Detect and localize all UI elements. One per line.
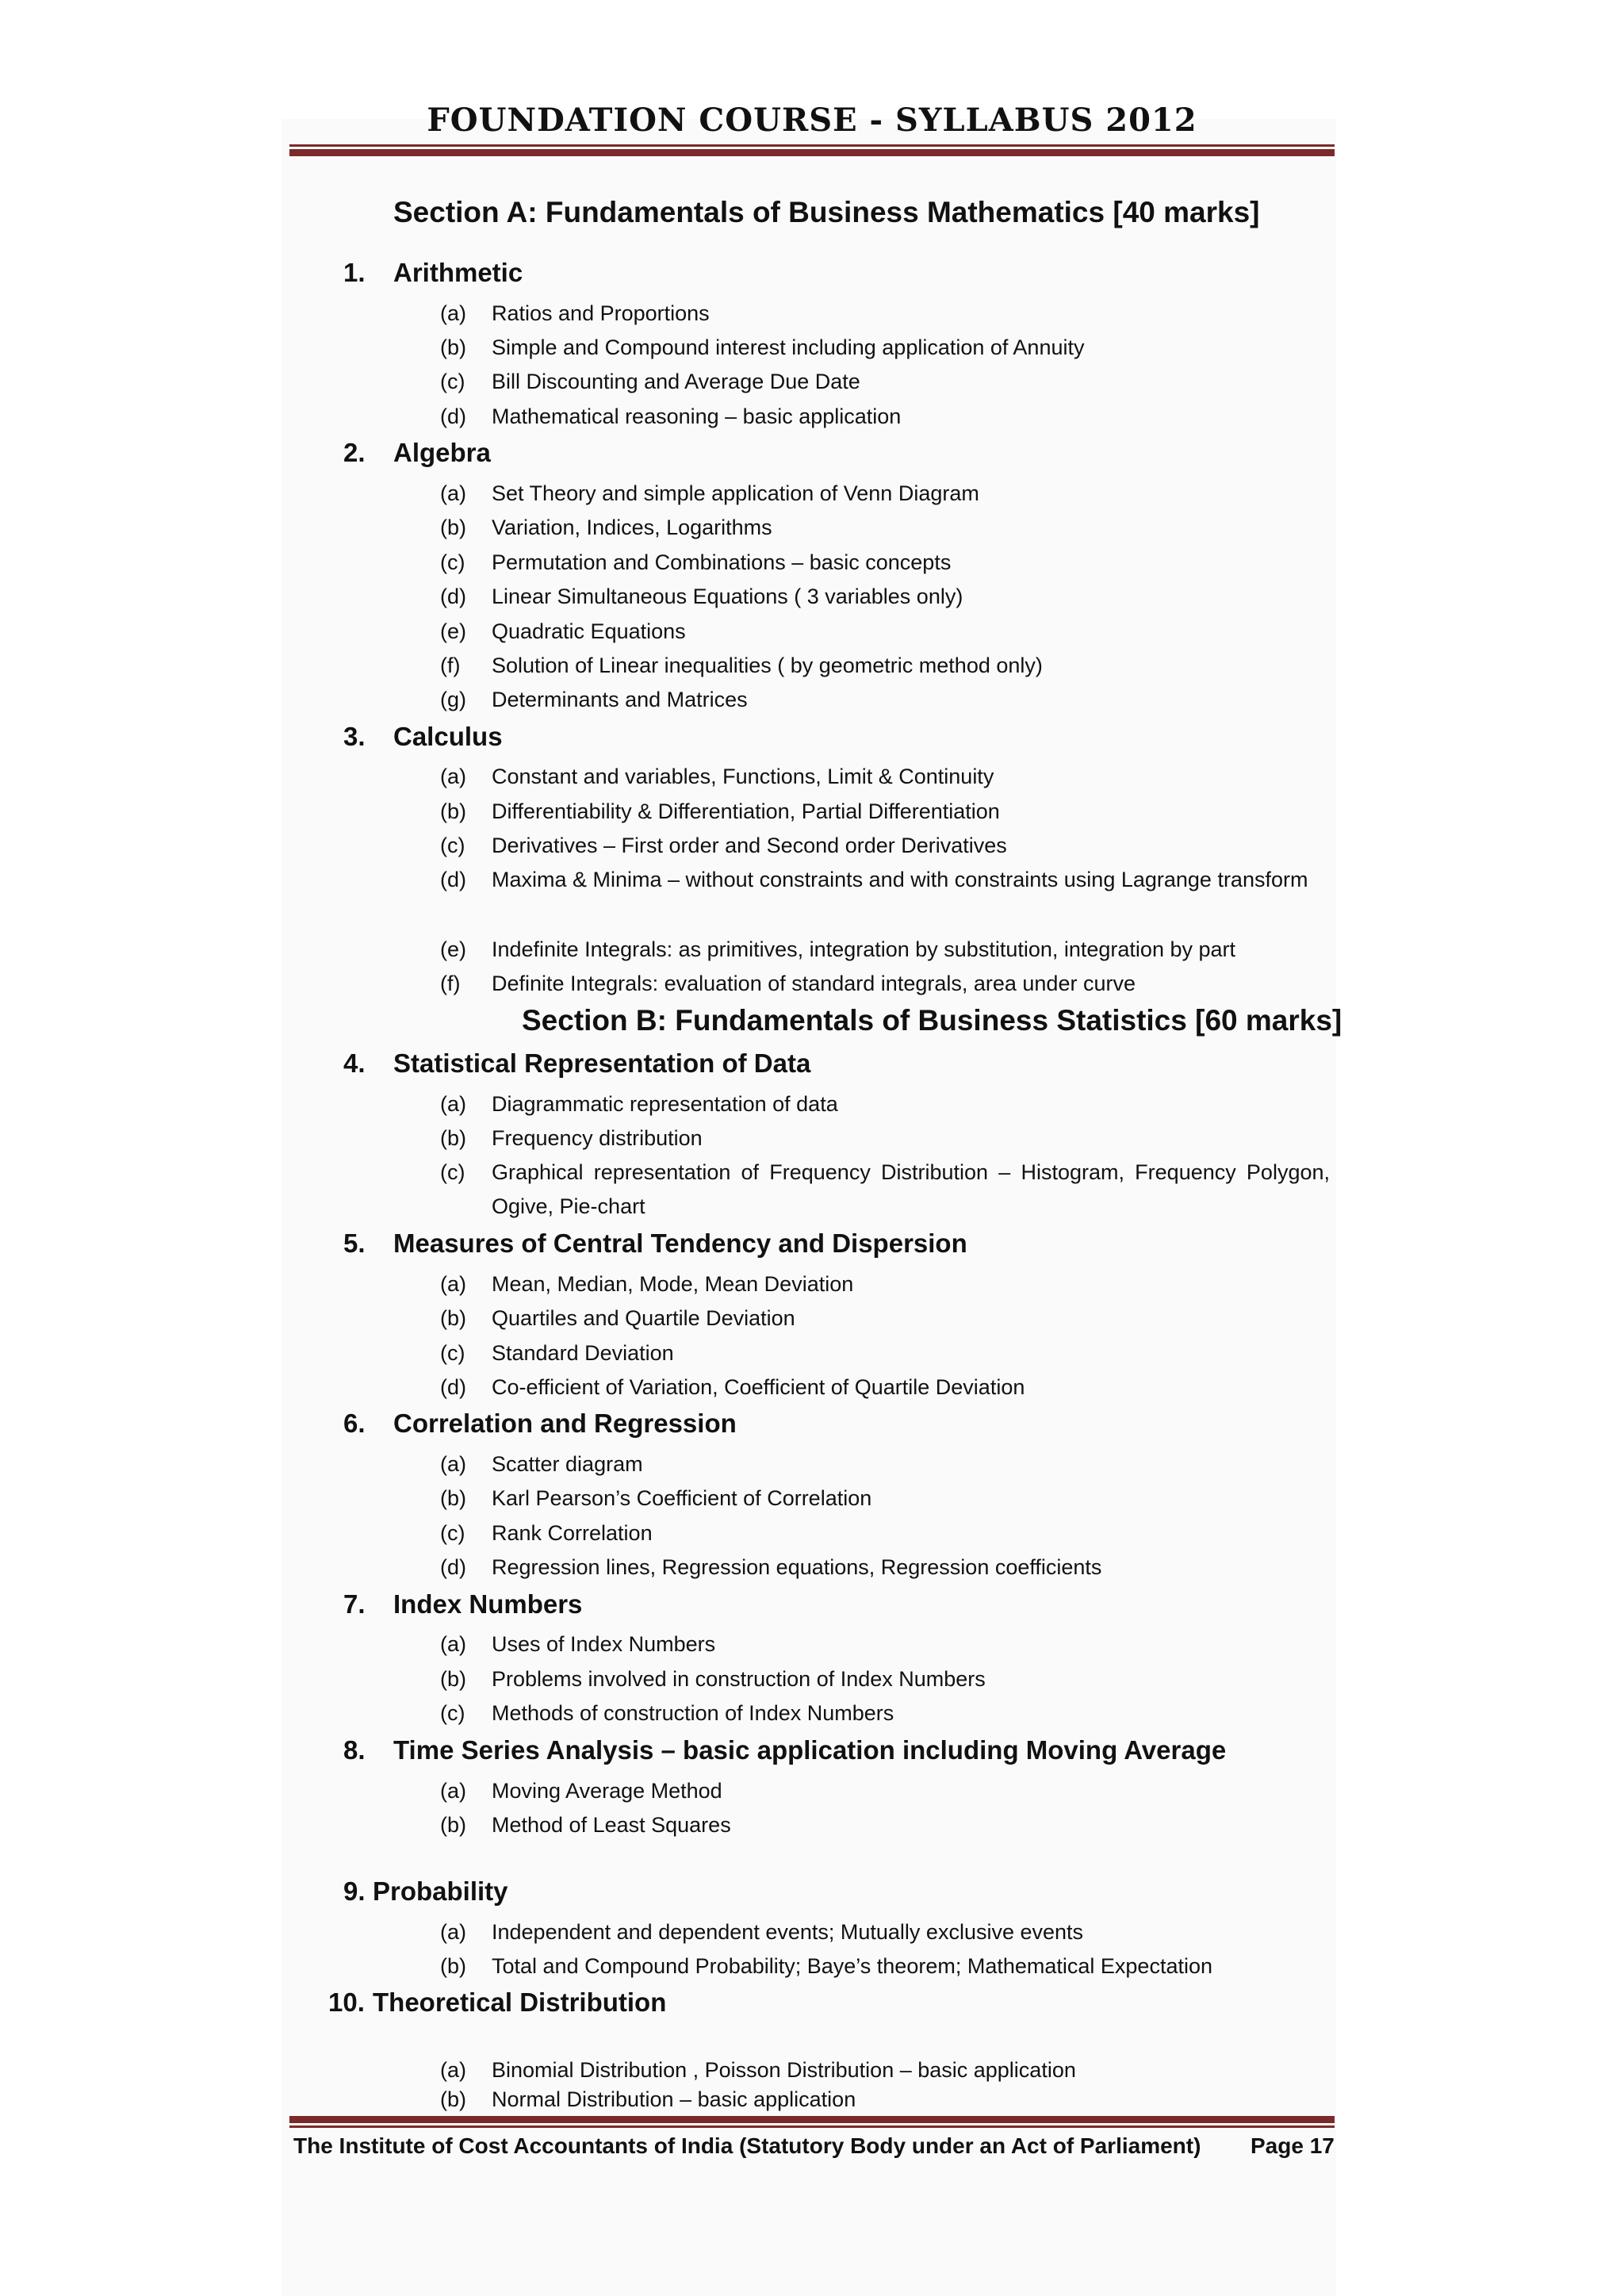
topic-heading-central-tendency [343, 1228, 967, 1259]
list-item: (a) Set Theory and simple application of Venn Diagram [440, 481, 979, 505]
topic-title: Theoretical Distribution [373, 1987, 667, 2017]
header-rule-thick [289, 149, 1335, 156]
topic-title: Statistical Representation of Data [393, 1048, 811, 1078]
topic-number: 7. [343, 1589, 366, 1619]
list-item: (b) Variation, Indices, Logarithms [440, 516, 772, 539]
list-item: (d) Mathematical reasoning – basic application [440, 404, 902, 428]
topic-title: Arithmetic [393, 258, 523, 287]
footer-institute: The Institute of Cost Accountants of India (Statutory Body under an Act of Parliament) [293, 2133, 1201, 2158]
list-item: (a) Mean, Median, Mode, Mean Deviation [440, 1272, 854, 1296]
topic-number: 6. [343, 1409, 366, 1438]
topic-heading-correlation [343, 1409, 737, 1439]
list-item: (a) Moving Average Method [440, 1779, 722, 1803]
topic-heading-theoretical-distribution [328, 1987, 666, 2018]
list-item: (b) Differentiability & Differentiation, Partial Differentiation [440, 799, 1000, 823]
list-item: (d) Co-efficient of Variation, Coefficient of Quartile Deviation [440, 1375, 1025, 1399]
topic-heading-time-series [343, 1735, 1226, 1765]
list-item: (d) Regression lines, Regression equations, Regression coefficients [440, 1555, 1102, 1579]
topic-title: Time Series Analysis – basic application including Moving Average [393, 1735, 1227, 1765]
topic-title: Correlation and Regression [393, 1409, 737, 1438]
topic-title: Calculus [393, 722, 503, 751]
topic-title: Measures of Central Tendency and Dispersion [393, 1228, 967, 1258]
list-item: (e) Quadratic Equations [440, 619, 686, 643]
list-item: (c) Methods of construction of Index Numbers [440, 1701, 894, 1725]
list-item: (c) Derivatives – First order and Second order Derivatives [440, 834, 1007, 857]
topic-heading-probability [343, 1876, 508, 1907]
topic-title: Index Numbers [393, 1589, 583, 1619]
topic-number: 4. [343, 1048, 366, 1078]
topic-title: Algebra [393, 438, 491, 467]
section-b-heading: Section B: Fundamentals of Business Statistics [60 marks] [522, 1004, 1342, 1037]
list-item: (b) Simple and Compound interest including application of Annuity [440, 335, 1085, 359]
footer-page-number: Page 17 [1251, 2133, 1335, 2158]
topic-heading-calculus [343, 722, 503, 752]
list-item: (f) Definite Integrals: evaluation of standard integrals, area under curve [440, 972, 1136, 995]
topic-heading-arithmetic [343, 258, 523, 288]
list-item: (a) Binomial Distribution , Poisson Distribution – basic application [440, 2058, 1076, 2082]
topic-heading-statistical-representation [343, 1048, 810, 1079]
topic-number: 3. [343, 722, 366, 751]
list-item: (c) Graphical representation of Frequency Distribution – Histogram, Frequency Polygon, Ogive, Pie-chart [440, 1160, 1330, 1218]
list-item: (a) Diagrammatic representation of data [440, 1092, 838, 1116]
topic-number: 8. [343, 1735, 366, 1765]
list-item: (f) Solution of Linear inequalities ( by geometric method only) [440, 654, 1043, 677]
list-item: (a) Uses of Index Numbers [440, 1632, 716, 1656]
page-header-title: FOUNDATION COURSE - SYLLABUS 2012 [427, 102, 1197, 139]
list-item: (c) Bill Discounting and Average Due Date [440, 370, 860, 393]
section-a-heading: Section A: Fundamentals of Business Mathematics [40 marks] [393, 196, 1260, 228]
list-item: (b) Karl Pearson’s Coefficient of Correlation [440, 1486, 872, 1510]
list-item: (g) Determinants and Matrices [440, 688, 748, 711]
topic-heading-index-numbers [343, 1589, 582, 1619]
list-item: (a) Scatter diagram [440, 1452, 643, 1476]
topic-title: Probability [373, 1876, 508, 1906]
list-item: (d) Maxima & Minima – without constraints and with constraints using Lagrange transform [440, 868, 1308, 891]
topic-number: 9. [343, 1876, 366, 1906]
footer-rule-thin [289, 2125, 1335, 2128]
topic-number: 2. [343, 438, 366, 467]
footer-rule-thick [289, 2116, 1335, 2123]
list-item: (c) Standard Deviation [440, 1341, 674, 1365]
list-item: (b) Problems involved in construction of Index Numbers [440, 1667, 986, 1691]
topic-number: 5. [343, 1228, 366, 1258]
list-item: (b) Frequency distribution [440, 1126, 703, 1150]
topic-number: 1. [343, 258, 366, 287]
list-item: (d) Linear Simultaneous Equations ( 3 variables only) [440, 585, 963, 608]
list-item: (b) Total and Compound Probability; Baye’s theorem; Mathematical Expectation [440, 1954, 1212, 1978]
topic-number: 10. [328, 1987, 365, 2017]
list-item: (b) Method of Least Squares [440, 1813, 731, 1837]
list-item: (a) Ratios and Proportions [440, 301, 710, 325]
topic-heading-algebra [343, 438, 491, 468]
list-item: (b) Quartiles and Quartile Deviation [440, 1306, 795, 1330]
list-item: (b) Normal Distribution – basic application [440, 2087, 856, 2111]
list-item: (c) Rank Correlation [440, 1521, 653, 1545]
list-item: (c) Permutation and Combinations – basic concepts [440, 550, 952, 574]
list-item: (a) Independent and dependent events; Mutually exclusive events [440, 1920, 1084, 1944]
header-rule-thin [289, 144, 1335, 147]
list-item: (e) Indefinite Integrals: as primitives, integration by substitution, integration by part [440, 937, 1235, 961]
list-item: (a) Constant and variables, Functions, Limit & Continuity [440, 765, 994, 788]
